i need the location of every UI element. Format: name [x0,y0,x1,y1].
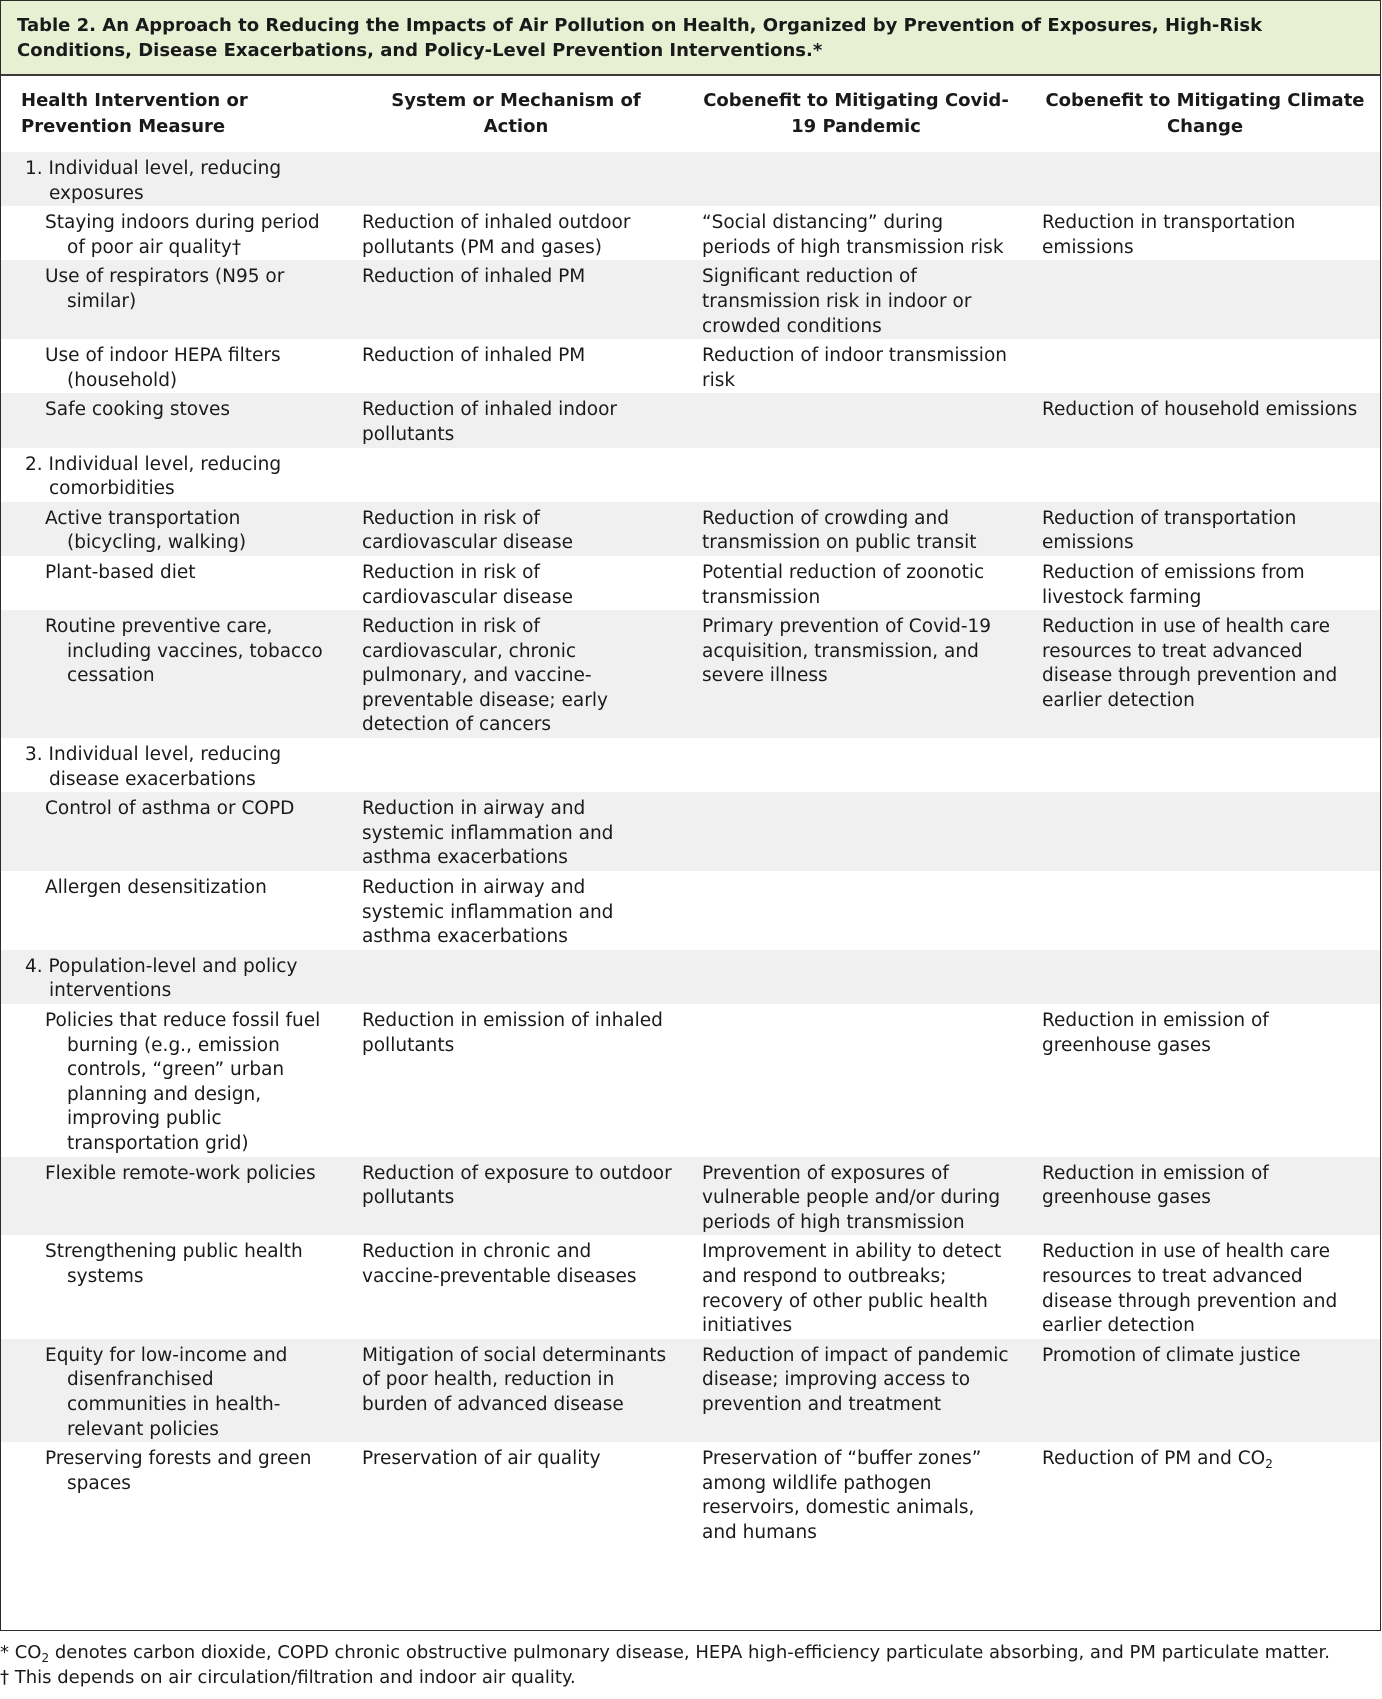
cell-climate-text: Reduction in emission of greenhouse gases [1042,1010,1269,1056]
cell-covid [682,393,1022,447]
cell-climate [1022,260,1380,339]
empty-cell [682,950,1022,1004]
cell-climate [1022,610,1380,738]
section-label [1,950,342,1004]
cell-mechanism [342,502,682,556]
section-label-text: 3. Individual level, reducing disease exacerbations [25,744,282,790]
cell-mechanism [342,260,682,339]
section-row [1,950,1380,1004]
cell-climate-text: Reduction of emissions from livestock farming [1042,561,1305,608]
cell-climate-text: Promotion of climate justice [1042,1344,1301,1366]
section-label-text: 4. Population-level and policy interventions [25,955,298,1002]
cell-climate-text: Reduction in use of health care resources to treat advanced disease through prevention and earlier detection [1042,1241,1338,1337]
empty-cell [1022,448,1380,502]
section-row [1,152,1380,206]
cell-covid [682,339,1022,393]
cell-mechanism [342,610,682,738]
cell-covid [682,792,1022,871]
cell-climate [1022,502,1380,556]
cell-climate-text: Reduction of transportation emissions [1042,507,1297,554]
empty-cell [682,152,1022,206]
cell-mechanism [342,206,682,260]
table-row [1,393,1380,447]
table-row [1,1157,1380,1236]
table-row [1,1339,1380,1442]
empty-cell [342,738,682,792]
cell-climate [1022,1157,1380,1236]
footnote-star-prefix: * CO [0,1642,42,1663]
cell-measure [1,1339,342,1442]
cell-mechanism [342,1235,682,1338]
cell-measure-text: Equity for low-income and disenfranchised communities in health-relevant policies [45,1344,288,1440]
cell-mechanism [342,339,682,393]
table-row [1,206,1380,260]
cell-measure [1,871,342,950]
cell-measure-text: Policies that reduce fossil fuel burning (e.g., emission controls, “green” urban planning and design, improving public transportation grid) [45,1010,321,1154]
cell-measure [1,1442,342,1551]
column-header: Cobenefit to Mitigating Climate Change [1045,90,1365,137]
table-row [1,1004,1380,1157]
header-row [1,76,1380,152]
cell-covid [682,1442,1022,1551]
cell-mechanism-text: Reduction in airway and systemic inflammation and asthma exacerbations [362,877,614,948]
cell-mechanism-text: Reduction in airway and systemic inflammation and asthma exacerbations [362,798,614,869]
column-header: Cobenefit to Mitigating Covid-19 Pandemic [703,90,1009,137]
cell-mechanism-text: Reduction in risk of cardiovascular disease [362,507,574,554]
table-row [1,339,1380,393]
cell-mechanism [342,393,682,447]
section-row [1,738,1380,792]
cell-mechanism-text: Mitigation of social determinants of poor health, reduction in burden of advanced disease [362,1344,667,1415]
section-label [1,448,342,502]
cell-measure-text: Allergen desensitization [45,877,267,899]
cell-climate [1022,871,1380,950]
cell-mechanism-text: Preservation of air quality [362,1448,601,1470]
empty-cell [342,950,682,1004]
empty-cell [682,738,1022,792]
cell-mechanism-text: Reduction in emission of inhaled pollutants [362,1010,663,1056]
empty-cell [1022,950,1380,1004]
cell-mechanism-text: Reduction of inhaled PM [362,345,586,367]
section-row [1,448,1380,502]
cell-climate-text: Reduction in emission of greenhouse gases [1042,1162,1269,1209]
cell-measure [1,792,342,871]
cell-covid [682,1004,1022,1157]
cell-covid [682,502,1022,556]
cell-covid [682,871,1022,950]
cell-measure-text: Flexible remote-work policies [45,1162,316,1184]
cell-covid-text: Preservation of “buffer zones” among wildlife pathogen reservoirs, domestic animals, and humans [702,1448,982,1543]
cell-mechanism-text: Reduction of exposure to outdoor pollutants [362,1162,672,1209]
table-title: Table 2. An Approach to Reducing the Impacts of Air Pollution on Health, Organized by Prevention of Exposures, High-Risk Conditions, Disease Exacerbations, and Policy-Level Prevention Interventions.* [1,1,1380,76]
footnotes [0,1640,1330,1690]
cell-covid-text: Reduction of indoor transmission risk [702,345,1007,391]
cell-covid [682,556,1022,610]
cell-measure-text: Active transportation (bicycling, walking) [45,507,247,554]
table-row [1,260,1380,339]
section-label [1,738,342,792]
cell-covid [682,1235,1022,1338]
cell-measure [1,1004,342,1157]
cell-covid-text: Potential reduction of zoonotic transmission [702,561,985,608]
cell-mechanism [342,1004,682,1157]
cell-measure [1,206,342,260]
table-row [1,1442,1380,1551]
cell-climate [1022,206,1380,260]
cell-mechanism [342,871,682,950]
cell-mechanism-text: Reduction in risk of cardiovascular disease [362,561,574,608]
cell-mechanism-text: Reduction of inhaled PM [362,266,586,288]
cell-measure-text: Use of indoor HEPA filters (household) [45,345,281,391]
cell-covid-text: Primary prevention of Covid-19 acquisition, transmission, and severe illness [702,616,992,687]
cell-mechanism [342,1157,682,1236]
empty-cell [342,152,682,206]
section-label [1,152,342,206]
cell-mechanism-text: Reduction in risk of cardiovascular, chronic pulmonary, and vaccine-preventable disease; early detection of cancers [362,616,608,736]
empty-cell [342,448,682,502]
cell-climate-sub: 2 [1265,1457,1273,1472]
cell-measure [1,556,342,610]
cell-climate [1022,393,1380,447]
footnote-star-sub: 2 [41,1651,50,1665]
column-header: System or Mechanism of Action [391,90,641,137]
section-label-text: 2. Individual level, reducing comorbidities [25,453,282,500]
table-body [1,152,1380,1551]
cell-covid [682,1339,1022,1442]
cell-covid-text: Improvement in ability to detect and respond to outbreaks; recovery of other public health initiatives [702,1241,1002,1337]
cell-measure-text: Strengthening public health systems [45,1241,303,1287]
cell-mechanism-text: Reduction in chronic and vaccine-preventable diseases [362,1241,637,1287]
empty-cell [682,448,1022,502]
column-header: Health Intervention or Prevention Measure [21,90,248,137]
footnote-star [0,1640,1330,1665]
cell-covid-text: Reduction of crowding and transmission on public transit [702,507,977,554]
table-row [1,1235,1380,1338]
cell-covid [682,206,1022,260]
cell-climate-text: Reduction of PM and CO [1042,1448,1266,1470]
cell-covid [682,1157,1022,1236]
cell-mechanism [342,1442,682,1551]
cell-measure [1,610,342,738]
data-table [1,76,1380,1551]
cell-mechanism [342,1339,682,1442]
cell-climate [1022,1339,1380,1442]
table-row [1,792,1380,871]
cell-measure-text: Preserving forests and green spaces [45,1448,312,1494]
cell-measure [1,502,342,556]
cell-climate [1022,339,1380,393]
cell-measure-text: Control of asthma or COPD [45,798,295,820]
footnote-star-rest: denotes carbon dioxide, COPD chronic obstructive pulmonary disease, HEPA high-efficiency particulate absorbing, and PM particulate matter. [49,1642,1330,1663]
table-row [1,556,1380,610]
cell-climate [1022,792,1380,871]
cell-climate [1022,556,1380,610]
empty-cell [1022,152,1380,206]
cell-climate [1022,1004,1380,1157]
cell-climate [1022,1442,1380,1551]
cell-measure [1,393,342,447]
cell-mechanism [342,792,682,871]
cell-measure-text: Plant-based diet [45,561,196,583]
cell-climate-text: Reduction in use of health care resources to treat advanced disease through prevention and earlier detection [1042,616,1338,711]
cell-mechanism-text: Reduction of inhaled outdoor pollutants (PM and gases) [362,212,631,258]
cell-mechanism [342,556,682,610]
cell-measure-text: Safe cooking stoves [45,399,231,421]
cell-measure [1,1157,342,1236]
cell-covid-text: Reduction of impact of pandemic disease; improving access to prevention and treatment [702,1344,1009,1415]
cell-covid-text: Prevention of exposures of vulnerable people and/or during periods of high transmission [702,1162,1001,1233]
footnote-dagger: † This depends on air circulation/filtration and indoor air quality. [0,1667,576,1688]
cell-mechanism-text: Reduction of inhaled indoor pollutants [362,399,617,445]
cell-climate-text: Reduction in transportation emissions [1042,212,1296,258]
table-row [1,502,1380,556]
table-row [1,871,1380,950]
cell-covid [682,610,1022,738]
table-row [1,610,1380,738]
cell-measure [1,339,342,393]
cell-measure [1,260,342,339]
cell-measure-text: Routine preventive care, including vaccines, tobacco cessation [45,616,323,687]
cell-covid-text: “Social distancing” during periods of high transmission risk [702,212,1004,258]
cell-covid [682,260,1022,339]
cell-covid-text: Significant reduction of transmission risk in indoor or crowded conditions [702,266,972,337]
cell-measure-text: Staying indoors during period of poor air quality† [45,212,320,258]
section-label-text: 1. Individual level, reducing exposures [25,158,282,204]
cell-measure [1,1235,342,1338]
cell-measure-text: Use of respirators (N95 or similar) [45,266,285,312]
cell-climate [1022,1235,1380,1338]
empty-cell [1022,738,1380,792]
cell-climate-text: Reduction of household emissions [1042,399,1358,421]
